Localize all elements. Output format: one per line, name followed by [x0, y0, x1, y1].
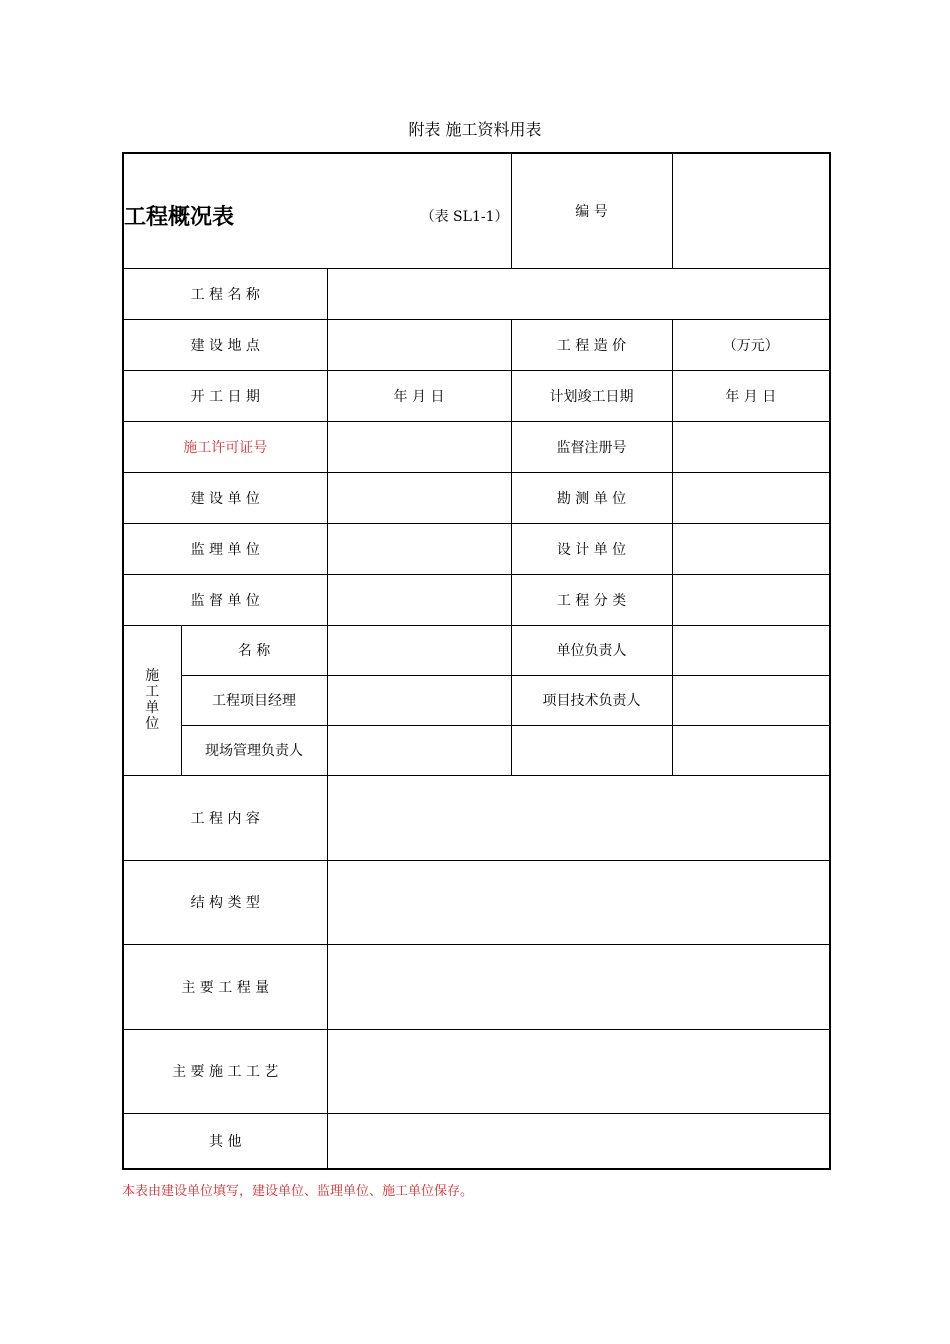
start-date-field[interactable]: 年 月 日	[327, 370, 511, 421]
owner-unit-label: 建 设 单 位	[123, 472, 327, 523]
form-code: （表 SL1-1）	[420, 209, 509, 225]
project-overview-form	[122, 152, 831, 1170]
project-manager-field[interactable]	[327, 675, 511, 725]
project-name-label: 工 程 名 称	[123, 268, 327, 319]
cost-label: 工 程 造 价	[511, 319, 672, 370]
permit-no-field[interactable]	[327, 421, 511, 472]
main-process-field[interactable]	[327, 1029, 830, 1113]
design-unit-field[interactable]	[672, 523, 830, 574]
design-unit-label: 设 计 单 位	[511, 523, 672, 574]
supervision-reg-field[interactable]	[672, 421, 830, 472]
blank-label-cell	[511, 725, 672, 775]
survey-unit-field[interactable]	[672, 472, 830, 523]
inspection-unit-label: 监 督 单 位	[123, 574, 327, 625]
cost-field[interactable]: （万元）	[672, 319, 830, 370]
owner-unit-field[interactable]	[327, 472, 511, 523]
permit-no-label: 施工许可证号	[123, 421, 327, 472]
supervision-reg-label: 监督注册号	[511, 421, 672, 472]
inspection-unit-field[interactable]	[327, 574, 511, 625]
unit-head-label: 单位负责人	[511, 625, 672, 675]
planned-completion-label: 计划竣工日期	[511, 370, 672, 421]
main-quantity-label: 主 要 工 程 量	[123, 944, 327, 1029]
project-category-label: 工 程 分 类	[511, 574, 672, 625]
contractor-group-label: 施 工 单 位	[123, 625, 181, 775]
start-date-label: 开 工 日 期	[123, 370, 327, 421]
number-label: 编 号	[511, 153, 672, 268]
content-field[interactable]	[327, 775, 830, 860]
supervisor-unit-field[interactable]	[327, 523, 511, 574]
structure-type-label: 结 构 类 型	[123, 860, 327, 944]
footnote: 本表由建设单位填写，建设单位、监理单位、施工单位保存。	[122, 1184, 474, 1199]
main-quantity-field[interactable]	[327, 944, 830, 1029]
blank-field-cell[interactable]	[672, 725, 830, 775]
contractor-name-label: 名 称	[181, 625, 327, 675]
contractor-name-field[interactable]	[327, 625, 511, 675]
site-manager-label: 现场管理负责人	[181, 725, 327, 775]
survey-unit-label: 勘 测 单 位	[511, 472, 672, 523]
content-label: 工 程 内 容	[123, 775, 327, 860]
site-label: 建 设 地 点	[123, 319, 327, 370]
form-title: 工程概况表	[124, 205, 235, 230]
tech-head-field[interactable]	[672, 675, 830, 725]
site-manager-field[interactable]	[327, 725, 511, 775]
project-category-field[interactable]	[672, 574, 830, 625]
form-header	[123, 153, 511, 268]
supervisor-unit-label: 监 理 单 位	[123, 523, 327, 574]
structure-type-field[interactable]	[327, 860, 830, 944]
other-field[interactable]	[327, 1113, 830, 1169]
number-field[interactable]	[672, 153, 830, 268]
site-field[interactable]	[327, 319, 511, 370]
planned-completion-field[interactable]: 年 月 日	[672, 370, 830, 421]
unit-head-field[interactable]	[672, 625, 830, 675]
other-label: 其 他	[123, 1113, 327, 1169]
project-name-field[interactable]	[327, 268, 830, 319]
tech-head-label: 项目技术负责人	[511, 675, 672, 725]
project-manager-label: 工程项目经理	[181, 675, 327, 725]
main-process-label: 主 要 施 工 工 艺	[123, 1029, 327, 1113]
page-title: 附表 施工资料用表	[408, 120, 542, 139]
